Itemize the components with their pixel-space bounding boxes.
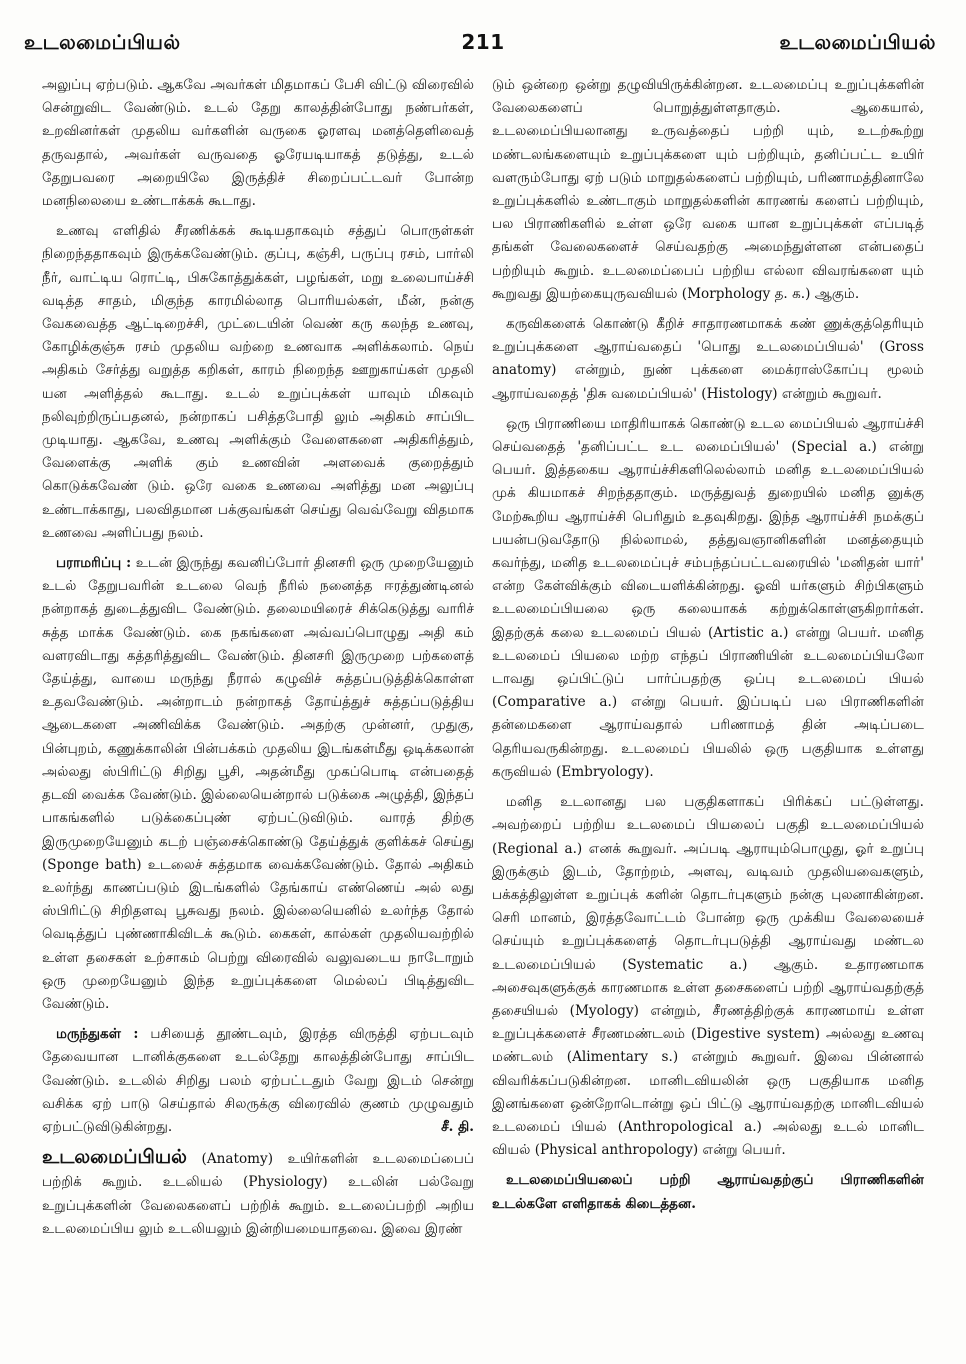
medicines-text: பசியைத் தூண்டவும், இரத்த விருத்தி ஏற்படவும் தேவையான டானிக்குகளை உடல்தேறு காலத்தின்போது சாப்பிட வேண்டும். உடலில் சிறிது பலம் ஏற்பட்டதும் வேறு இடம் சென்று வசிக்க ஏற் பாடு செய்தால் சிலருக்கு விரைவில் குணம் முழுவதும் ஏற்பட்டுவிடுகின்றது.: [42, 1026, 474, 1135]
running-header-left: உடலமைப்பியல்: [24, 30, 181, 54]
medicines-label: மருந்துகள் :: [56, 1026, 139, 1043]
paragraph-visitors: அலுப்பு ஏற்படும். ஆகவே அவர்கள் மிதமாகப் பேசி விட்டு விரைவில் சென்றுவிட வேண்டும். உடல் தேறு காலத்தின்போது நண்பர்கள், உறவினர்கள் முதலிய வர்களின் வருகை ஓரளவு மனத்தெளிவைத் தருவதால், அவர்கள் வருவதை ஓரேயடியாகத் தடுத்து, உடல் தேறுபவரை அறையிலே இருத்திச் சிறைப்பட்டவர் போன்ற மனநிலையை உண்டாக்கக் கூடாது.: [42, 77, 474, 210]
entry-text: (Anatomy) உயிர்களின் உடலமைப்பைப் பற்றிக் கூறும். உடலியல் (Physiology) உடலின் பல்வேறு உறுப்புக்களின் வேலைகளைப் பற்றிக் கூறும். உடலைப்பற்றி அறிய உடலமைப்பிய லும் உடலியலும் இன்றியமையாதவை. இவை இரண்: [42, 1151, 474, 1237]
left-column: [42, 74, 474, 1248]
paragraph-care: [42, 552, 474, 1016]
author-signature: சீ. தி.: [441, 1118, 474, 1135]
running-header-right: உடலமைப்பியல்: [779, 30, 936, 54]
right-column: [492, 74, 924, 1223]
paragraph-medicines: [42, 1023, 474, 1139]
paragraph-morphology: டும் ஒன்றை ஒன்று தழுவியிருக்கின்றன. உடலமைப்பு உறுப்புக்களின் வேலைகளைப் பொறுத்துள்ளதாகும். ஆகையால், உடலமைப்பியலானது உருவத்தைப் பற்றி யும், உடற்கூற்று மண்டலங்களையும் உறுப்புக்களை யும் பற்றியும், தனிப்பட்ட உயிர் வளரும்போது ஏற் படும் மாறுதல்களைப் பற்றியும், பரிணாமத்தினாலே உறுப்புக்களில் உண்டாகும் மாறுதல்களின் காரணங் களைப் பற்றியும், பல பிராணிகளில் உள்ள ஒரே வகை யான உறுப்புக்கள் எப்படித் தங்கள் வேலைகளைச் செய்வதற்கு அமைந்துள்ளன என்பதைப் பற்றியும் கூறும். உடலமைப்பைப் பற்றிய எல்லா விவரங்களை யும் கூறுவது இயற்கையுருவவியல் (Morphology த. க.) ஆகும்.: [492, 77, 924, 302]
entry-heading: உடலமைப்பியல்: [42, 1146, 187, 1169]
entry-anatomy: [42, 1146, 474, 1241]
paragraph-special-anatomy: ஒரு பிராணியை மாதிரியாகக் கொண்டு உடல மைப்பியல் ஆராய்ச்சி செய்வதைத் 'தனிப்பட்ட உட லமைப்பியல்' (Special a.) என்று பெயர். இத்தகைய ஆராய்ச்சிகளிலெல்லாம் மனித உடலமைப்பியல் முக் கியமாகச் சிறந்ததாகும். மருத்துவத் துறையில் மனித னுக்கு மேற்கூறிய ஆராய்ச்சி பெரிதும் உதவுகிறது. இந்த ஆராய்ச்சி நமக்குப் பயன்படுவதோடு நில்லாமல், தத்துவஞானிகளின் மனத்தையும் கவர்ந்து, மனித உடலமைப்புச் சம்பந்தப்பட்டவரையில் 'மனிதன் யார்' என்ற கேள்விக்கும் விடையளிக்கின்றது. ஓவி யர்களும் சிற்பிகளும் உடலமைப்பியலை ஒரு கலையாகக் கற்றுக்கொள்ளுகிறார்கள். இதற்குக் கலை உடலமைப் பியல் (Artistic a.) என்று பெயர். மனித உடலமைப் பியலை மற்ற எந்தப் பிராணியின் உடலமைப்பியலோ டாவது ஒப்பிட்டுப் பார்ப்பதற்கு ஒப்பு உடலமைப் பியல் (Comparative a.) என்று பெயர். இப்படிப் பல பிராணிகளின் தன்மைகளை ஆராய்வதால் பரிணாமத் தின் அடிப்படை தெரியவருகின்றது. உடலமைப் பியலில் ஒரு பகுதியாக உள்ளது கருவியல் (Embryology).: [492, 415, 924, 780]
care-text: உடன் இருந்து கவனிப்போர் தினசரி ஒரு முறையேனும் உடல் தேறுபவரின் உடலை வெந் நீரில் நனைத்த ஈரத்துண்டினல் நன்றாகத் துடைத்துவிட வேண்டும். தலைமயிரைச் சிக்கெடுத்து வாரிச் சுத்த மாக்க வேண்டும். கை நகங்களை அவ்வப்பொழுது அதி கம் வளரவிடாது கத்தரித்துவிட வேண்டும். தினசரி இருமுறை பற்களைத் தேய்த்து, வாயை மருந்து நீரால் கழுவிச் சுத்தப்படுத்திக்கொள்ள உதவவேண்டும். அன்றாடம் நன்றாகத் தோய்த்துச் சுத்தப்படுத்திய ஆடைகளை அணிவிக்க வேண்டும். அதற்கு முன்னர், முதுகு, பின்புறம், கணுக்காலின் பின்பக்கம் முதலிய இடங்கள்மீது ஒடிக்கலான் அல்லது ஸ்பிரிட்டு சிறிது பூசி, அதன்மீது முகப்பொடி என்பதைத் தடவி வைக்க வேண்டும். இல்லையென்றால் படுக்கை அழுத்தி, இந்தப் பாகங்களில் படுக்கைப்புண் ஏற்பட்டுவிடும். வாரத் திற்கு இருமுறையேனும் கடற் பஞ்சைக்கொண்டு தேய்த்துக் குளிக்கச் செய்து (Sponge bath) உடலைச் சுத்தமாக வைக்கவேண்டும். தோல் அதிகம் உலர்ந்து காணப்படும் இடங்களில் தேங்காய் எண்ணெய் அல் லது ஸ்பிரிட்டு சிறிதளவு பூசுவது நலம். இல்லையெனில் உலர்ந்த தோல் வெடித்துப் புண்ணாகிவிடக் கூடும். கைகள், கால்கள் முதலியவற்றில் உள்ள தசைகள் உற்சாகம் பெற்று விரைவில் வலுவடைய நாடோறும் ஒரு முறையேனும் இந்த உறுப்புக்களை மெல்லப் பிடித்துவிட வேண்டும்.: [42, 555, 474, 1012]
paragraph-regional-anatomy: மனித உடலானது பல பகுதிகளாகப் பிரிக்கப் பட்டுள்ளது. அவற்றைப் பற்றிய உடலமைப் பியலைப் பகுதி உடலமைப்பியல் (Regional a.) எனக் கூறுவர். அப்படி ஆராயும்பொழுது, ஓர் உறுப்பு இருக்கும் இடம், தோற்றம், அளவு, வடிவம் முதலியவைகளும், பக்கத்திலுள்ள உறுப்புக் களின் தொடர்புகளும் நன்கு புலனாகின்றன. செரி மானம், இரத்தவோட்டம் போன்ற ஒரு முக்கிய வேலையைச் செய்யும் உறுப்புக்களைத் தொடர்புபடுத்தி ஆராய்வது மண்டல உடலமைப்பியல் (Systematic a.) ஆகும். உதாரணமாக அசைவுகளுக்குக் காரணமாக உள்ள தசைகளைப் பற்றி ஆராய்வதற்குத் தசையியல் (Myology) என்றும், சீரணத்திற்குக் காரணமாய் உள்ள உறுப்புக்களைச் சீரணமண்டலம் (Digestive system) அல்லது உணவு மண்டலம் (Alimentary s.) என்றும் கூறுவர். இவை பின்னால் விவரிக்கப்படுகின்றன. மானிடவியலின் ஒரு பகுதியாக மனித இனங்களை ஒன்றோடொன்று ஒப் பிட்டு ஆராய்வதற்கு மானிடவியல் உடலமைப் பியல் (Anthropological a.) அல்லது உடல் மானிட வியல் (Physical anthropology) என்று பெயர்.: [492, 794, 924, 1159]
paragraph-gross-anatomy: கருவிகளைக் கொண்டு கீறிச் சாதாரணமாகக் கண் ணுக்குத்தெரியும் உறுப்புக்களை ஆராய்வதைப் 'பொது உடலமைப்பியல்' (Gross anatomy) என்றும், நுண் புக்களை மைக்ராஸ்கோப்பு மூலம் ஆராய்வதைத் 'திசு வமைப்பியல்' (Histology) என்றும் கூறுவர்.: [492, 316, 924, 402]
paragraph-closing: உடலமைப்பியலைப் பற்றி ஆராய்வதற்குப் பிராணிகளின் உடல்களே எளிதாகக் கிடைத்தன.: [492, 1172, 924, 1212]
page-number: 211: [461, 30, 505, 54]
care-label: பராமரிப்பு :: [56, 555, 132, 572]
paragraph-diet: உணவு எளிதில் சீரணிக்கக் கூடியதாகவும் சத்துப் பொருள்கள் நிறைந்ததாகவும் இருக்கவேண்டும். குப்பு, கஞ்சி, பருப்பு ரசம், பார்லி நீர், வாட்டிய ரொட்டி, பிசுகோத்துக்கள், பழங்கள், மறு உலைபாய்ச்சி வடித்த சாதம், மிகுந்த காரமில்லாத பொரியல்கள், மீன், நன்கு வேகவைத்த ஆட்டிறைச்சி, முட்டையின் வெண் கரு கலந்த உணவு, கோழிக்குஞ்சு ரசம் முதலிய வற்றை உணவாக அளிக்கலாம். நெய் அதிகம் சேர்த்து வறுத்த கறிகள், காரம் நிறைந்த ஊறுகாய்கள் முதலி யன அளித்தல் கூடாது. உடல் உறுப்புக்கள் யாவும் மிகவும் நலிவுற்றிருப்பதனல், நன்றாகப் பசித்தபோதி லும் அதிகம் சாப்பிட முடியாது. ஆகவே, உணவு அளிக்கும் வேளைகளை அதிகரித்தும், வேளைக்கு அளிக் கும் உணவின் அளவைக் குறைத்தும் கொடுக்கவேண் டும். ஒரே வகை உணவை அளித்து மன அலுப்பு உண்டாக்காது, பலவிதமான பக்குவங்கள் செய்து வெவ்வேறு விதமாக உணவை அளிப்பது நலம்.: [42, 223, 474, 541]
